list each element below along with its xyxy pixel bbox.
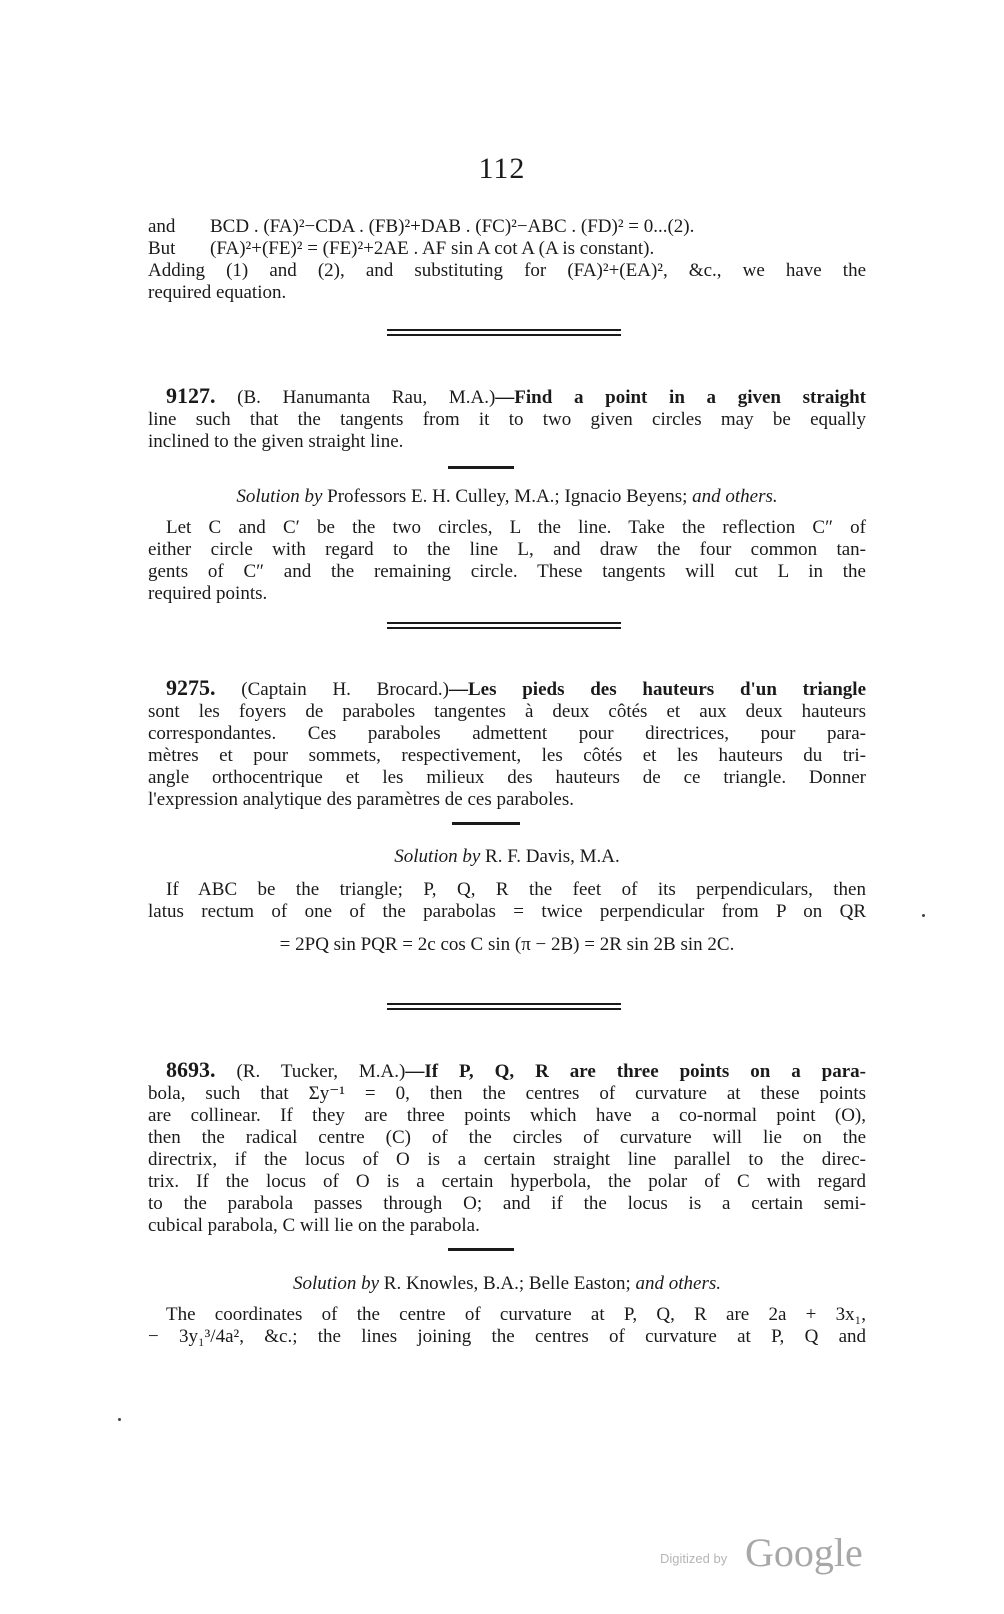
solution-authors: Professors E. H. Culley, M.A.; Ignacio Beyens; <box>327 486 688 507</box>
short-divider <box>448 1248 514 1251</box>
short-divider <box>452 822 520 825</box>
section-divider <box>387 622 621 629</box>
question-text: 9127. (B. Hanumanta Rau, M.A.)—Find a point in a given straight line such that the tangents from it to two given circles may be equally inclined to the given straight line. <box>148 383 866 452</box>
continuation-block <box>148 216 866 304</box>
display-equation: = 2PQ sin PQR = 2c cos C sin (π − 2B) = 2R sin 2B sin 2C. <box>279 934 735 955</box>
question-9127 <box>148 385 866 453</box>
question-9275 <box>148 677 866 811</box>
question-8693 <box>148 1059 866 1237</box>
solution-authors: R. F. Davis, M.A. <box>485 846 620 867</box>
solution-heading: Solution by R. F. Davis, M.A. <box>394 846 620 867</box>
question-number: 9127. <box>166 383 216 408</box>
page-number: 112 <box>478 152 526 185</box>
solution-text: Let C and C′ be the two circles, L the line. Take the reflection C″ of either circle with regard to the line L, and draw the four common tan- gents of C″ and the remaining circle. These tangents will cut L in the required points. <box>148 517 866 604</box>
question-number: 9275. <box>166 675 216 700</box>
equation-line-2 <box>148 238 866 260</box>
digitized-by-label: Digitized by <box>660 1551 728 1566</box>
short-divider <box>448 466 514 469</box>
equation-label: and <box>148 216 176 237</box>
scan-speck <box>922 914 925 917</box>
solution-text: The coordinates of the centre of curvature at P, Q, R are 2a + 3x₁, − 3y₁³/4a², &c.; the lines joining the centres of curvature at P, Q and <box>148 1304 866 1347</box>
question-text: 8693. (R. Tucker, M.A.)—If P, Q, R are three points on a para- bola, such that Σy⁻¹ = 0, then the centres of curvature at these points are collinear. If they are three points which have a co-normal point (O), then the radical centre (C) of the circles of curvature will lie on the directrix, if the locus of O is a certain straight line parallel to the direc- trix. If the locus of O is a certain hyperbola, the polar of C with regard to the parabola passes through O; and if the locus is a certain semi- cubical parabola, C will lie on the parabola. <box>148 1057 867 1236</box>
question-author: (B. Hanumanta Rau, M.A.) <box>237 387 496 408</box>
solution-heading: Solution by Professors E. H. Culley, M.A.; Ignacio Beyens; and others. <box>236 486 778 507</box>
section-divider <box>387 1003 621 1010</box>
question-number: 8693. <box>166 1057 216 1082</box>
scan-speck <box>118 1418 121 1421</box>
solution-8693 <box>148 1304 866 1348</box>
solution-authors: R. Knowles, B.A.; Belle Easton; <box>383 1273 631 1294</box>
solution-9127 <box>148 517 866 605</box>
solution-text: If ABC be the triangle; P, Q, R the feet of its perpendiculars, then latus rectum of one of the parabolas = twice perpendicular from P on QR <box>148 879 866 922</box>
question-text: 9275. (Captain H. Brocard.)—Les pieds des hauteurs d'un triangle sont les foyers de paraboles tangentes à deux côtés et aux deux hauteurs correspondantes. Ces paraboles admettent pour directrices, pour para- mètres et pour sommets, respectivement, les côtés et les hauteurs du tri- angle orthocentrique et les milieux des hauteurs de ce triangle. Donner l'expression analytique des paramètres de ces paraboles. <box>148 675 866 810</box>
equation-line-1 <box>148 216 866 238</box>
equation-text: (FA)²+(FE)² = (FE)²+2AE . AF sin A cot A (A is constant). <box>210 238 655 259</box>
question-author: (R. Tucker, M.A.) <box>236 1061 406 1082</box>
question-author: (Captain H. Brocard.) <box>241 679 449 700</box>
paragraph: Adding (1) and (2), and substituting for (FA)²+(EA)², &c., we have the required equation. <box>148 260 866 303</box>
equation-text: BCD . (FA)²−CDA . (FB)²+DAB . (FC)²−ABC . (FD)² = 0...(2). <box>210 216 695 237</box>
google-watermark: Google <box>745 1530 863 1575</box>
equation-label: But <box>148 238 176 259</box>
solution-9275 <box>148 879 866 957</box>
section-divider <box>387 329 621 336</box>
solution-heading: Solution by R. Knowles, B.A.; Belle Easton; and others. <box>292 1273 721 1294</box>
